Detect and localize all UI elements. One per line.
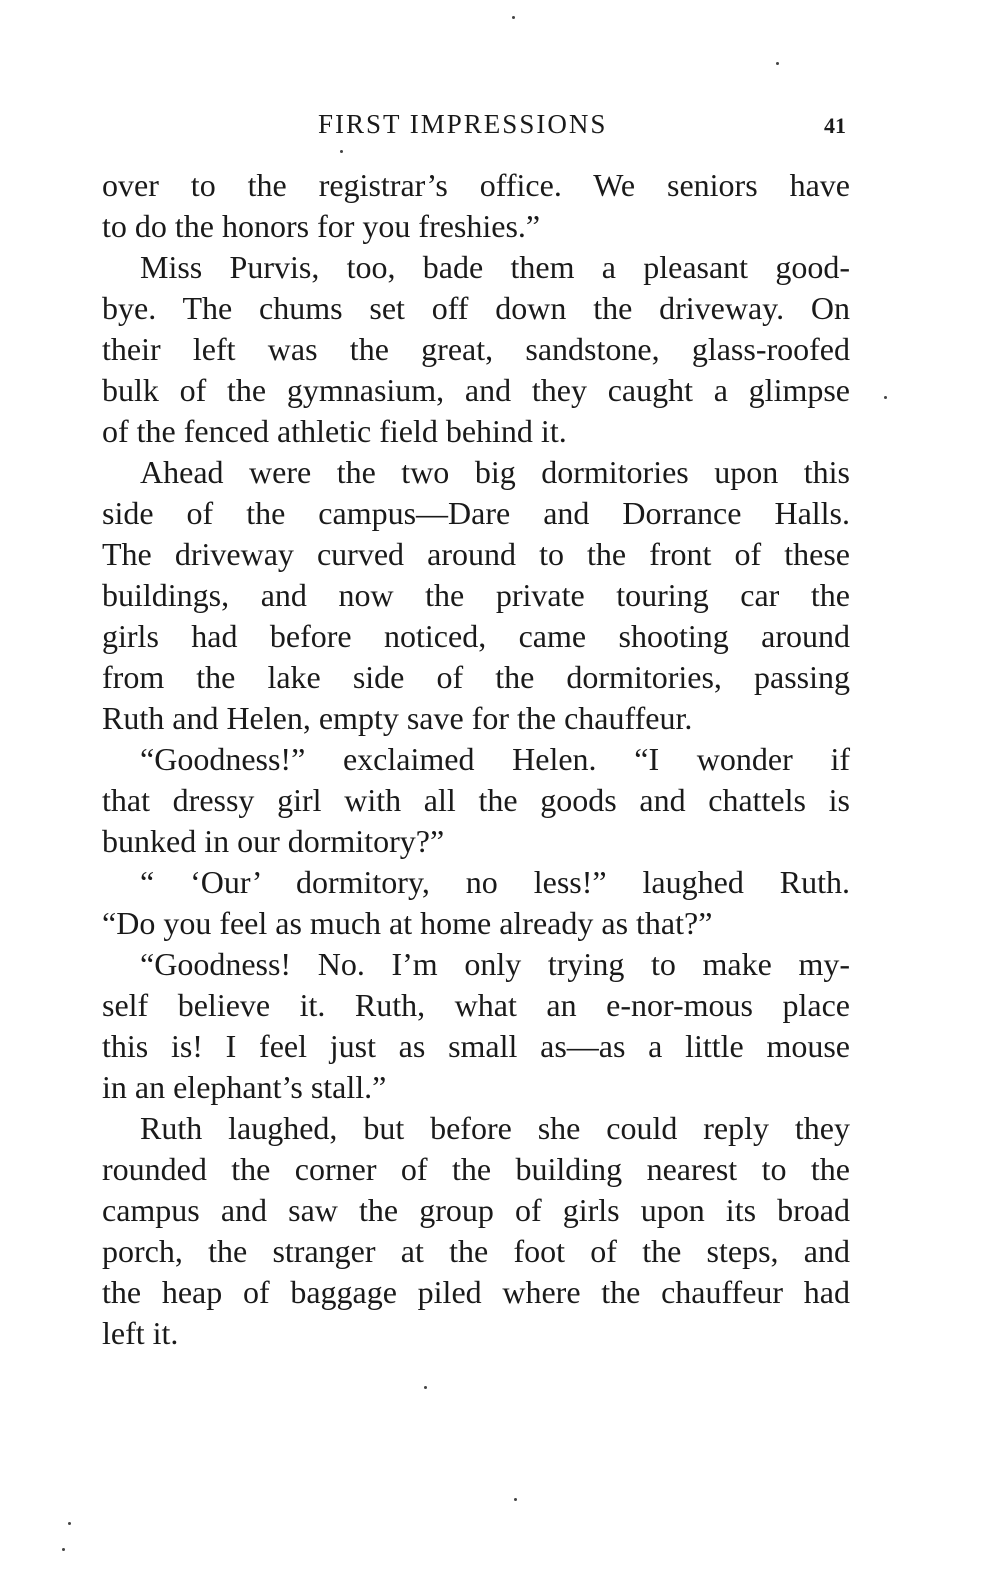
scan-speck <box>776 62 779 65</box>
text-line: of the fenced athletic field behind it. <box>102 413 567 449</box>
text-line: Miss Purvis, too, bade them a pleasant good- <box>140 249 850 285</box>
text-line: girls had before noticed, came shooting around <box>102 618 850 654</box>
text-line: their left was the great, sandstone, glass-roofed <box>102 331 850 367</box>
text-line: The driveway curved around to the front of these <box>102 536 850 572</box>
scan-speck <box>512 16 515 19</box>
page-number: 41 <box>824 113 846 138</box>
text-line: over to the registrar’s office. We seniors have <box>102 167 850 203</box>
text-line: from the lake side of the dormitories, passing <box>102 659 850 695</box>
text-line: in an elephant’s stall.” <box>102 1069 387 1105</box>
text-line: “Do you feel as much at home already as that?” <box>102 905 713 941</box>
text-line: bye. The chums set off down the driveway. On <box>102 290 850 326</box>
text-line: bunked in our dormitory?” <box>102 823 445 859</box>
scan-speck <box>62 1548 65 1551</box>
paragraph <box>102 1108 850 1354</box>
paragraph <box>102 862 850 944</box>
text-line: side of the campus—Dare and Dorrance Halls. <box>102 495 850 531</box>
text-line: left it. <box>102 1315 179 1351</box>
paragraph <box>102 944 850 1108</box>
paragraph <box>102 165 850 247</box>
paragraph <box>102 452 850 739</box>
text-line: to do the honors for you freshies.” <box>102 208 541 244</box>
text-line: Ruth laughed, but before she could reply they <box>140 1110 850 1146</box>
paragraph <box>102 247 850 452</box>
text-line: campus and saw the group of girls upon its broad <box>102 1192 850 1228</box>
text-line: buildings, and now the private touring car the <box>102 577 850 613</box>
running-head <box>0 104 993 144</box>
text-line: Ruth and Helen, empty save for the chauffeur. <box>102 700 693 736</box>
scan-speck <box>514 1498 517 1501</box>
scan-speck <box>424 1386 427 1389</box>
text-line: “ ‘Our’ dormitory, no less!” laughed Ruth. <box>140 864 850 900</box>
body-text <box>102 165 850 1354</box>
scan-speck <box>884 396 887 399</box>
text-line: Ahead were the two big dormitories upon this <box>140 454 850 490</box>
text-line: bulk of the gymnasium, and they caught a glimpse <box>102 372 850 408</box>
text-line: the heap of baggage piled where the chauffeur had <box>102 1274 850 1310</box>
paragraph <box>102 739 850 862</box>
text-line: that dressy girl with all the goods and chattels is <box>102 782 850 818</box>
text-line: porch, the stranger at the foot of the steps, and <box>102 1233 850 1269</box>
text-line: self believe it. Ruth, what an e-nor-mous place <box>102 987 850 1023</box>
text-line: rounded the corner of the building nearest to the <box>102 1151 850 1187</box>
text-line: “Goodness!” exclaimed Helen. “I wonder if <box>140 741 850 777</box>
running-title: FIRST IMPRESSIONS <box>318 109 608 139</box>
text-line: this is! I feel just as small as—as a little mouse <box>102 1028 850 1064</box>
scan-speck <box>340 150 343 153</box>
text-line: “Goodness! No. I’m only trying to make my- <box>140 946 850 982</box>
scan-speck <box>68 1522 71 1525</box>
